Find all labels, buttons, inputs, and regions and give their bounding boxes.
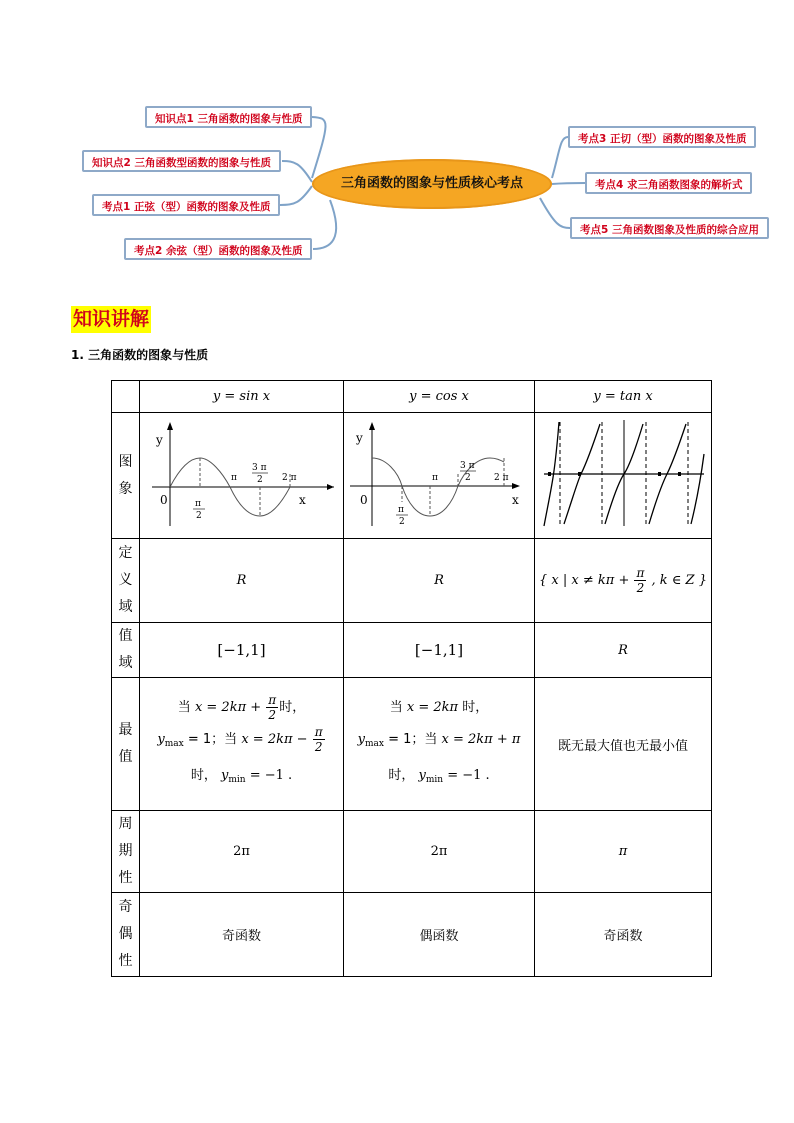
sin-2pi-label: 2 π [281, 472, 297, 483]
corner-cell [112, 381, 140, 413]
domain-sin: R [140, 539, 344, 623]
row-label-graph: 图 象 [112, 413, 140, 539]
mindmap-node-exam-4: 考点4 求三角函数图象的解析式 [585, 172, 752, 194]
sin-pi-half-den: 2 [195, 510, 202, 521]
mindmap-node-exam-5: 考点5 三角函数图象及性质的综合应用 [570, 217, 769, 239]
row-label-domain: 定 义 域 [112, 539, 140, 623]
extremum-tan: 既无最大值也无最小值 [535, 678, 712, 811]
range-sin: [−1,1] [140, 623, 344, 678]
connector-right-2 [552, 183, 585, 184]
mindmap-center-node: 三角函数的图象与性质核心考点 [312, 159, 552, 209]
sin-3pi-num: 3 π [251, 462, 267, 473]
sin-x-label: x [298, 492, 306, 507]
table-header-row [112, 381, 712, 413]
sin-graph [142, 414, 342, 534]
period-sin: 2π [140, 811, 344, 893]
col-header-tan: y = tan x [535, 381, 712, 413]
connector-left-1 [312, 117, 326, 178]
row-label-extremum: 最 值 [112, 678, 140, 811]
sin-y-label: y [155, 432, 163, 447]
subheading: 1. 三角函数的图象与性质 [71, 348, 209, 362]
domain-cos: R [344, 539, 535, 623]
connector-left-3 [280, 186, 312, 205]
period-tan: π [535, 811, 712, 893]
col-header-sin: y = sin x [140, 381, 344, 413]
table-row-period [112, 811, 712, 893]
row-label-period: 周 期 性 [112, 811, 140, 893]
parity-sin: 奇函数 [140, 893, 344, 977]
sin-graph-cell [140, 413, 344, 539]
mind-map [0, 0, 794, 280]
sin-y-arrow [167, 422, 173, 430]
sin-pi-label: π [230, 472, 237, 483]
parity-cos: 偶函数 [344, 893, 535, 977]
cos-3pi-num: 3 π [460, 460, 475, 471]
trig-properties-table [111, 380, 712, 977]
table-row-graph [112, 413, 712, 539]
cos-origin-label: 0 [360, 492, 368, 507]
cos-2pi-label: 2 π [494, 472, 509, 483]
table-row-range [112, 623, 712, 678]
cos-curve [372, 458, 504, 516]
table-row-parity [112, 893, 712, 977]
cos-y-arrow [369, 422, 375, 430]
mindmap-node-exam-3: 考点3 正切（型）函数的图象及性质 [568, 126, 756, 148]
row-label-range: 值 域 [112, 623, 140, 678]
sin-x-arrow [327, 484, 334, 490]
cos-pi-half-den: 2 [399, 516, 405, 527]
tan-graph-cell [535, 413, 712, 539]
connector-right-1 [552, 137, 568, 178]
cos-pi-label: π [432, 472, 438, 483]
mindmap-node-exam-2: 考点2 余弦（型）函数的图象及性质 [124, 238, 312, 260]
extremum-sin: 当 x = 2kπ + $\frac{\pi}{2}$ 时， $y_{max} = 1$；当 x = 2kπ − $\frac{\pi}{2}$ 时， $y_{min} = -1$ . [140, 678, 344, 811]
connector-right-3 [540, 198, 570, 228]
row-label-parity: 奇 偶 性 [112, 893, 140, 977]
mindmap-node-exam-1: 考点1 正弦（型）函数的图象及性质 [92, 194, 280, 216]
mindmap-node-knowledge-1: 知识点1 三角函数的图象与性质 [145, 106, 312, 128]
cos-3pi-den: 2 [465, 472, 471, 483]
sin-pi-half-num: π [194, 498, 201, 509]
domain-tan: { x | x ≠ kπ + $\frac{\pi}{2}$ , k ∈ Z } [535, 539, 712, 623]
mindmap-node-knowledge-2: 知识点2 三角函数型函数的图象与性质 [82, 150, 281, 172]
cos-graph-cell [344, 413, 535, 539]
connector-left-2 [282, 161, 312, 182]
parity-tan: 奇函数 [535, 893, 712, 977]
section-heading: 知识讲解 [71, 306, 151, 333]
cos-graph [346, 414, 532, 534]
table-row-domain [112, 539, 712, 623]
extremum-cos: 当 x = 2kπ 时， $y_{max} = 1$；当 x = 2kπ + π 时， $y_{min} = -1$ . [344, 678, 535, 811]
range-cos: [−1,1] [344, 623, 535, 678]
cos-x-label: x [512, 492, 519, 507]
cos-y-label: y [356, 430, 363, 445]
cos-x-arrow [512, 483, 520, 489]
col-header-cos: y = cos x [344, 381, 535, 413]
table-row-extremum [112, 678, 712, 811]
sin-origin-label: 0 [159, 492, 168, 507]
cos-pi-half-num: π [398, 504, 404, 515]
sin-3pi-den: 2 [256, 474, 263, 485]
connector-left-4 [313, 200, 336, 249]
period-cos: 2π [344, 811, 535, 893]
range-tan: R [535, 623, 712, 678]
tan-graph [538, 414, 708, 534]
